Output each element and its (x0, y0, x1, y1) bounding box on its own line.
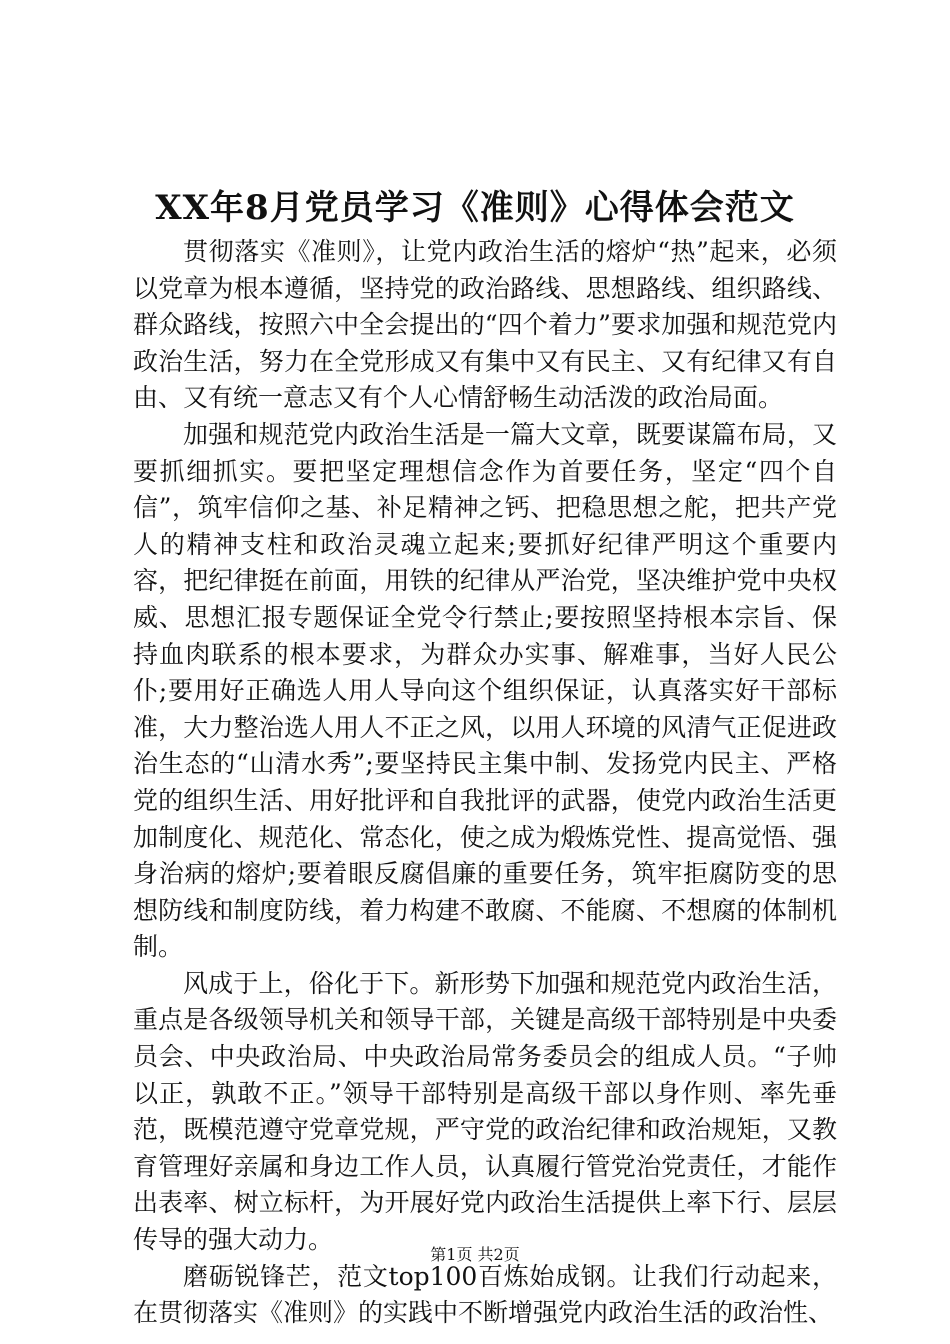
document-title: XX年8月党员学习《准则》心得体会范文 (155, 188, 795, 228)
paragraph-3: 风成于上，俗化于下。新形势下加强和规范党内政治生活，重点是各级领导机关和领导干部，关键是高级干部特别是中央委员会、中央政治局、中央政治局常务委员会的组成人员。“子帅以正，孰敢不正。”领导干部特别是高级干部以身作则、率先垂范，既模范遵守党章党规，严守党的政治纪律和政治规矩，又教育管理好亲属和身边工作人员，认真履行管党治党责任，才能作出表率、树立标杆，为开展好党内政治生活提供上率下行、层层传导的强大动力。 (133, 968, 837, 1255)
paragraph-4: 磨砺锐锋芒，范文top100百炼始成钢。让我们行动起来，在贯彻落实《准则》的实践中不断增强党内政治生活的政治性、 (133, 1261, 837, 1328)
document-body (133, 234, 837, 1332)
paragraph-1: 贯彻落实《准则》，让党内政治生活的熔炉“热”起来，必须以党章为根本遵循，坚持党的政治路线、思想路线、组织路线、群众路线，按照六中全会提出的“四个着力”要求加强和规范党内政治生活，努力在全党形成又有集中又有民主、又有纪律又有自由、又有统一意志又有个人心情舒畅生动活泼的政治局面。 (133, 237, 837, 413)
paragraph-2: 加强和规范党内政治生活是一篇大文章，既要谋篇布局，又要抓细抓实。要把坚定理想信念作为首要任务，坚定“四个自信”，筑牢信仰之基、补足精神之钙、把稳思想之舵，把共产党人的精神支柱和政治灵魂立起来;要抓好纪律严明这个重要内容，把纪律挺在前面，用铁的纪律从严治党，坚决维护党中央权威、思想汇报专题保证全党令行禁止;要按照坚持根本宗旨、保持血肉联系的根本要求，为群众办实事、解难事，当好人民公仆;要用好正确选人用人导向这个组织保证，认真落实好干部标准，大力整治选人用人不正之风，以用人环境的风清气正促进政治生态的“山清水秀”;要坚持民主集中制、发扬党内民主、严格党的组织生活、用好批评和自我批评的武器，使党内政治生活更加制度化、规范化、常态化，使之成为煅炼党性、提高觉悟、强身治病的熔炉;要着眼反腐倡廉的重要任务，筑牢拒腐防变的思想防线和制度防线，着力构建不敢腐、不能腐、不想腐的体制机制。 (133, 419, 837, 962)
page-number-footer: 第1页 共2页 (430, 1245, 520, 1264)
